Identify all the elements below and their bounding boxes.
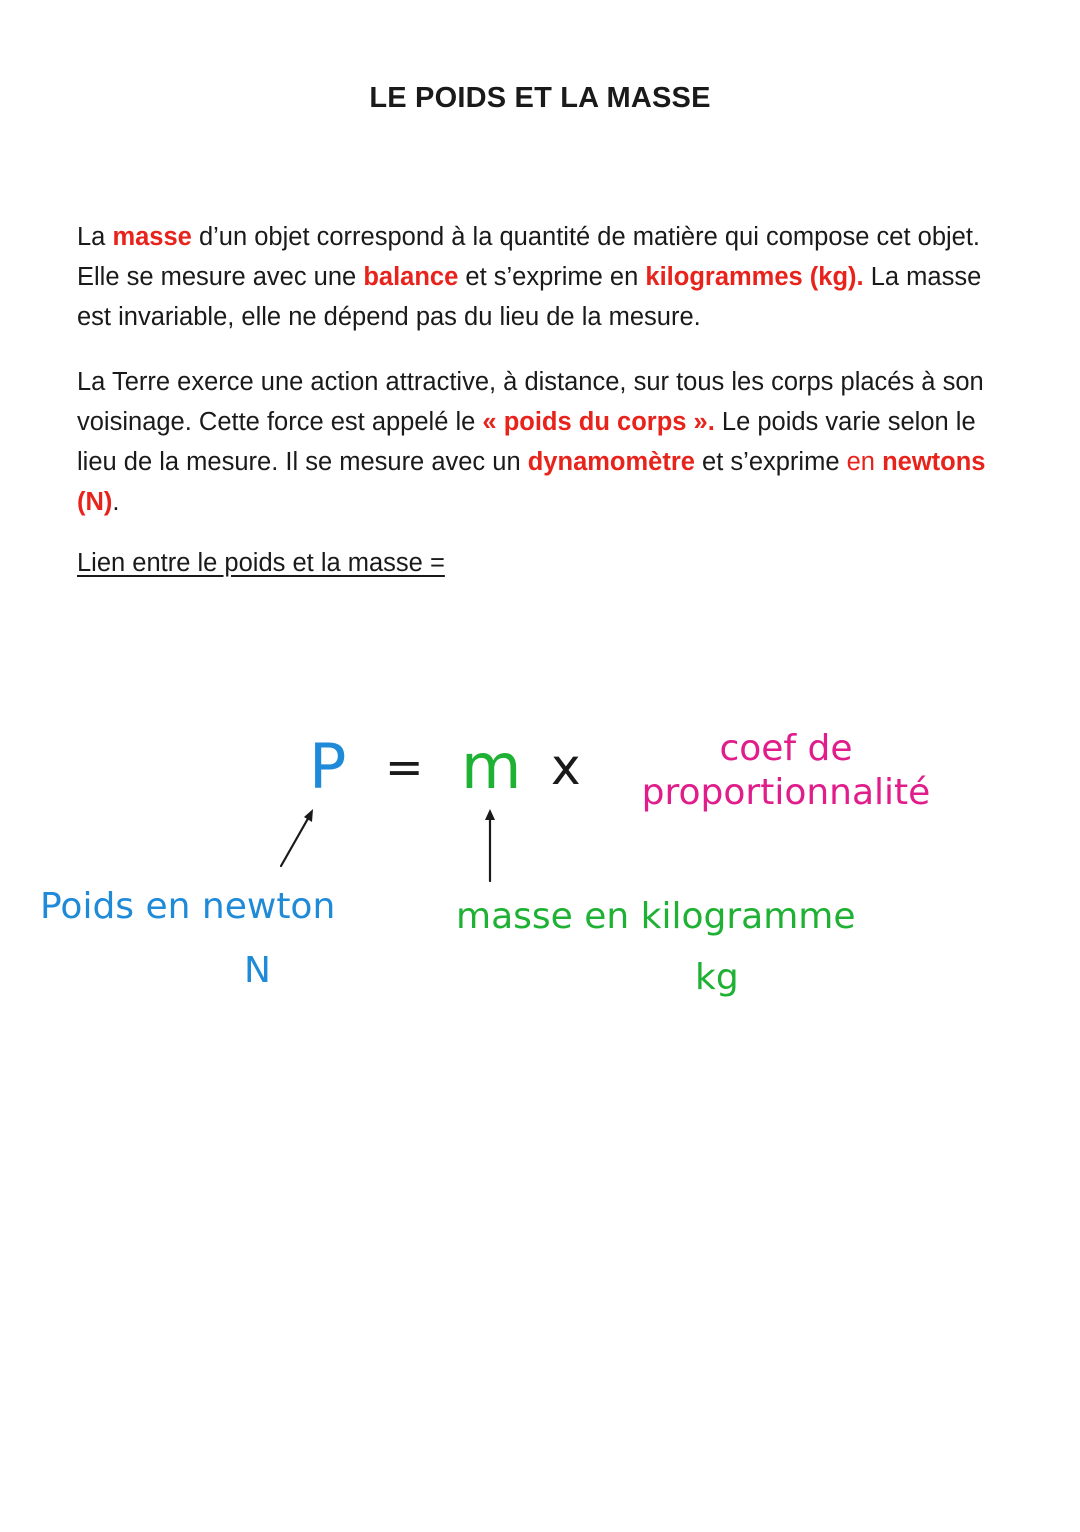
formula-equals: = bbox=[385, 740, 424, 794]
keyword-unit-n: (N) bbox=[77, 488, 113, 516]
section-heading: Lien entre le poids et la masse = bbox=[77, 549, 445, 577]
formula-symbol-p: P bbox=[309, 730, 347, 803]
keyword-newtons: newtons bbox=[882, 448, 986, 476]
arrow-to-m-icon bbox=[485, 809, 495, 881]
text-segment: et s’exprime bbox=[694, 448, 847, 476]
text-segment: et s’exprime en bbox=[458, 263, 646, 291]
label-masse-en-kilogramme: masse en kilogramme bbox=[456, 896, 856, 937]
keyword-poids-du-corps: « poids du corps ». bbox=[482, 408, 715, 436]
keyword-balance: balance bbox=[363, 263, 459, 291]
formula-symbol-m: m bbox=[461, 730, 522, 803]
formula-times: x bbox=[551, 738, 581, 796]
text-segment: La masse est invariable, elle ne dépend pas du lieu de la mesure. bbox=[77, 263, 982, 331]
keyword-masse: masse bbox=[112, 223, 192, 251]
text-segment: La Terre exerce une action attractive, à distance, sur tous les corps placés à son voisinage. Cette force est appelé le bbox=[77, 368, 984, 436]
label-unit-kg: kg bbox=[695, 957, 739, 998]
arrow-to-p-icon bbox=[281, 809, 313, 866]
coef-line-2: proportionnalité bbox=[641, 772, 931, 813]
page-title: LE POIDS ET LA MASSE bbox=[369, 82, 711, 114]
text-en: en bbox=[846, 448, 883, 476]
keyword-kilogrammes: kilogrammes (kg). bbox=[645, 263, 864, 291]
text-segment: Le poids varie selon le lieu de la mesure. Il se mesure avec un bbox=[77, 408, 976, 476]
text-segment: La bbox=[77, 223, 113, 251]
text-segment: d’un objet correspond à la quantité de matière qui compose cet objet. Elle se mesure avec une bbox=[77, 223, 981, 291]
label-poids-en-newton: Poids en newton bbox=[40, 886, 336, 927]
keyword-dynamometre: dynamomètre bbox=[527, 448, 695, 476]
text-segment: . bbox=[112, 488, 120, 516]
label-unit-n: N bbox=[244, 950, 271, 991]
coef-line-1: coef de bbox=[719, 728, 853, 769]
